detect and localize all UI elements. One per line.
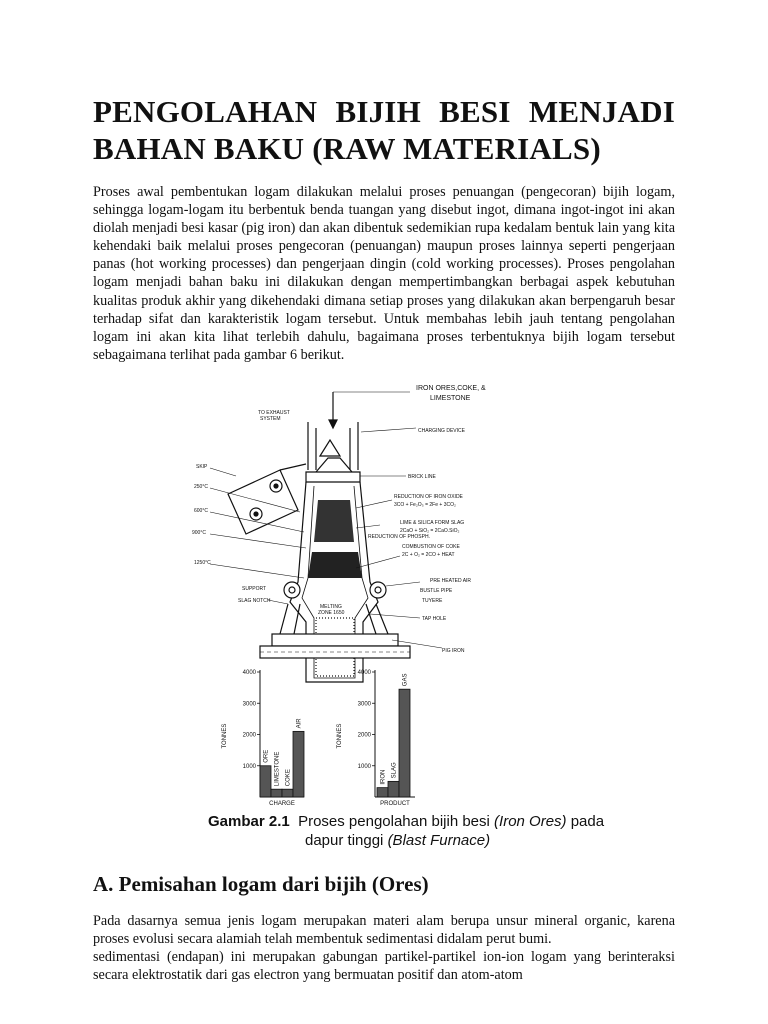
x-axis-label: CHARGE	[269, 801, 295, 807]
label-reduction-eq: 3CO + Fe₂O₃ = 2Fe + 3CO₂	[394, 502, 456, 508]
label-lime-silica: LIME & SILICA FORM SLAG	[400, 520, 465, 526]
label-tuyere: TUYERE	[422, 598, 443, 604]
intro-paragraph: Proses awal pembentukan logam dilakukan melalui proses penuangan (pengecoran) bijih logam, sehingga logam-logam itu berbentuk benda tuangan yang disebut ingot, dimana ingot-ingot ini akan diolah menjadi besi kasar (pig iron) dan akan dibentuk sedemikian rupa kedalam bentuk lain yang kita kehendaki baik melalui proses pengecoran (penuangan) maupun proses lainnya seperti pengerjaan panas (hot working processes) dan pengerjaan dingin (cold working processes). Proses pengolahan logam menjadi bahan baku ini dilakukan dengan mempertimbangkan berbagai aspek kebutuhan kualitas produk akhir yang dikehendaki dimana setiap proses yang dilakukan akan berpengaruh besar terhadap sifat dan karakteristik logam tersebut. Untuk membahas lebih jauh tentang pengolahan logam ini akan kita lihat terlebih dahulu, bagaimana proses terbentuknya bijih logam tersebut sebagaimana terlihat pada gambar 6 berikut.	[93, 184, 675, 363]
label-limestone: LIMESTONE	[430, 395, 471, 402]
bar-label: IRON	[380, 769, 387, 785]
bar-ore	[260, 766, 271, 797]
label-temp-1250: 1250°C	[194, 560, 211, 566]
bar-limestone	[271, 789, 282, 797]
label-melting: MELTING	[320, 604, 342, 610]
label-pig-iron: PIG IRON	[442, 648, 465, 654]
label-melting-zone: ZONE 1650	[318, 610, 345, 616]
figure-caption	[208, 812, 668, 850]
caption-line2-text: dapur tinggi	[305, 832, 388, 849]
bar-label: ORE	[263, 749, 270, 763]
bar-label: GAS	[402, 673, 409, 687]
section-heading: A. Pemisahan logam dari bijih (Ores)	[93, 872, 429, 896]
y-tick-label: 1000	[242, 763, 256, 770]
label-slag-notch: SLAG NOTCH	[238, 598, 271, 604]
label-combustion-eq: 2C + O₂ = 2CO + HEAT	[402, 552, 455, 558]
label-combustion: COMBUSTION OF COKE	[402, 544, 460, 550]
label-skip: SKIP	[196, 464, 208, 470]
label-reduction: REDUCTION OF IRON OXIDE	[394, 494, 463, 500]
bar-slag	[388, 781, 399, 797]
caption-text-2: pada	[566, 813, 605, 830]
y-tick-label: 3000	[242, 701, 256, 708]
y-axis-label: TONNES	[222, 723, 228, 749]
y-tick-label: 4000	[357, 670, 371, 676]
label-iron-ores: IRON ORES,COKE, &	[416, 385, 486, 392]
section-paragraph-2: sedimentasi (endapan) ini merupakan gabungan partikel-partikel ion-ion logam yang berinteraksi secara elektrostatik dari gas electron yang bermuatan positif dan atom-atom	[93, 949, 675, 984]
product-bar-chart	[337, 670, 415, 807]
label-pre-heated-air: PRE HEATED AIR	[430, 578, 472, 584]
page-title: PENGOLAHAN BIJIH BESI MENJADI BAHAN BAKU (RAW MATERIALS)	[93, 94, 675, 166]
bar-iron	[377, 788, 388, 797]
label-charging-device: CHARGING DEVICE	[418, 428, 465, 434]
caption-line2-italic: (Blast Furnace)	[387, 832, 491, 849]
y-axis-label: TONNES	[337, 723, 343, 749]
y-tick-label: 2000	[357, 732, 371, 739]
label-support: SUPPORT	[242, 586, 267, 592]
label-brick-line: BRICK LINE	[408, 474, 436, 480]
label-reduction-phos: REDUCTION OF PHOSPH.	[368, 534, 430, 540]
bar-label: LIMESTONE	[274, 751, 281, 787]
charge-bar-chart	[222, 670, 304, 807]
label-temp-600: 600°C	[194, 508, 208, 514]
bar-gas	[399, 689, 410, 797]
section-paragraph-1: Pada dasarnya semua jenis logam merupakan materi alam berupa unsur mineral organic, karena proses evolusi secara alamiah telah membentuk sedimentasi didalam perut bumi.	[93, 913, 675, 948]
y-tick-label: 2000	[242, 732, 256, 739]
bar-label: SLAG	[391, 762, 398, 779]
y-tick-label: 3000	[357, 701, 371, 708]
label-temp-900: 900°C	[192, 530, 206, 536]
bar-coke	[282, 789, 293, 797]
label-tap-hole: TAP HOLE	[422, 616, 447, 622]
label-to-exhaust: TO EXHAUST	[258, 410, 290, 416]
bar-label: COKE	[285, 769, 292, 787]
x-axis-label: PRODUCT	[380, 801, 410, 807]
bar-label: AIR	[296, 718, 303, 729]
blast-furnace-diagram	[180, 382, 680, 812]
caption-line-2	[208, 831, 668, 850]
y-tick-label: 4000	[242, 670, 256, 676]
label-system: SYSTEM	[260, 416, 281, 422]
label-lime-eq: 2CaO + SiO₂ = 2CaO.SiO₂	[400, 528, 460, 534]
bar-air	[293, 731, 304, 797]
caption-italic-1: (Iron Ores)	[494, 813, 567, 830]
blast-furnace-figure	[180, 382, 680, 822]
caption-label: Gambar 2.1	[208, 813, 290, 830]
label-temp-250: 250°C	[194, 484, 208, 490]
label-bustle-pipe: BUSTLE PIPE	[420, 588, 453, 594]
caption-text-1: Proses pengolahan bijih besi	[298, 813, 495, 830]
y-tick-label: 1000	[357, 763, 371, 770]
